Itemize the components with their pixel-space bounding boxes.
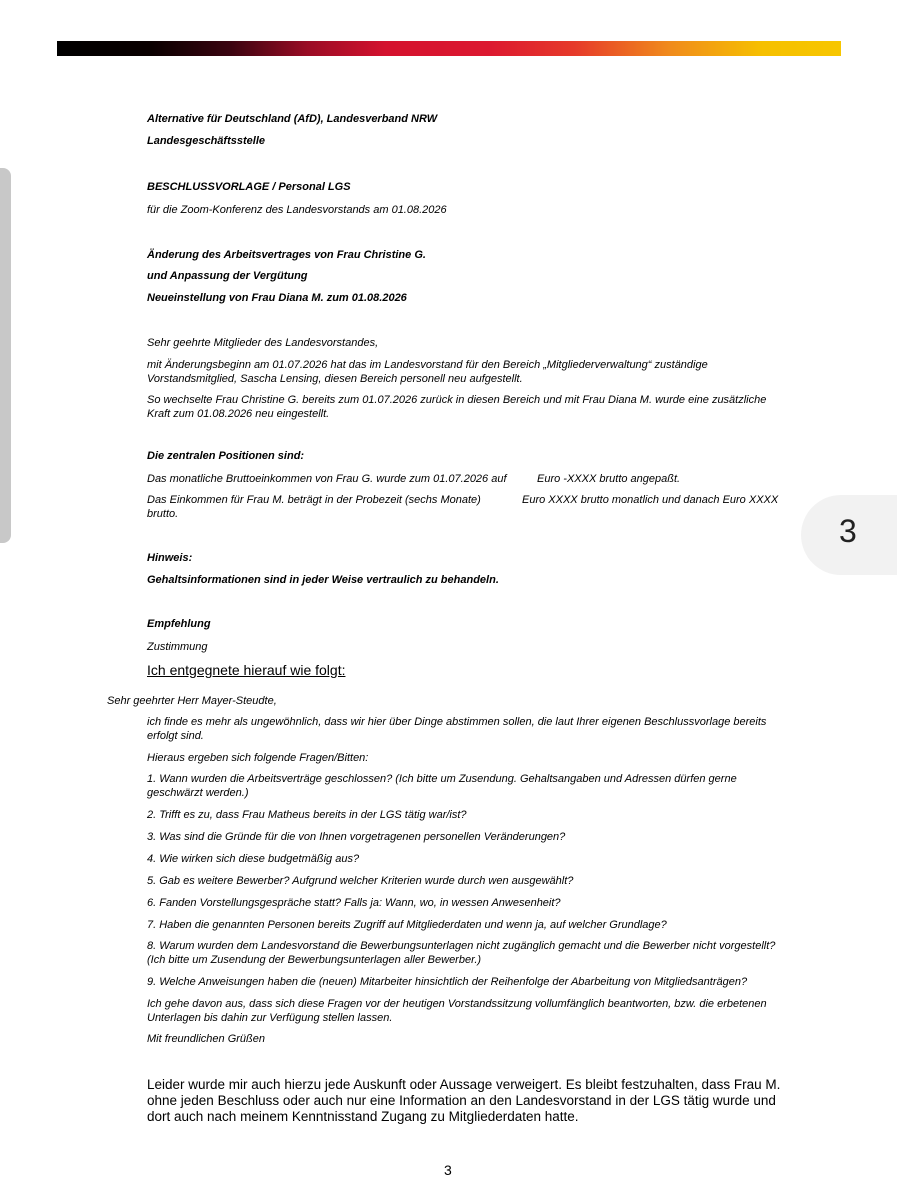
letter-closing: Ich gehe davon aus, dass sich diese Fragen vor der heutigen Vorstandssitzung vollumfänglich beantworten, bzw. die erbetenen Unterlagen bis dahin zur Verfügung stellen lassen. — [147, 998, 767, 1024]
subject-line-1: Änderung des Arbeitsvertrages von Frau Christine G. — [147, 249, 426, 261]
subject-line-3: Neueinstellung von Frau Diana M. zum 01.08.2026 — [147, 292, 407, 304]
question-1: 1. Wann wurden die Arbeitsverträge geschlossen? (Ich bitte um Zusendung. Gehaltsangaben und Adressen dürfen gerne geschwärzt werden.) — [147, 773, 737, 799]
question-6: 6. Fanden Vorstellungsgespräche statt? Falls ja: Wann, wo, in wessen Anwesenheit? — [147, 897, 561, 909]
page-badge-number: 3 — [839, 513, 857, 549]
side-tab — [0, 168, 11, 543]
letter-signoff: Mit freundlichen Grüßen — [147, 1033, 265, 1045]
position-2-text: Das Einkommen für Frau M. beträgt in der Probezeit (sechs Monate) — [147, 494, 481, 506]
header-color-bar — [57, 41, 841, 56]
page-badge — [801, 495, 897, 575]
final-statement: Leider wurde mir auch hierzu jede Auskunft oder Aussage verweigert. Es bleibt festzuhalten, dass Frau M. ohne jeden Beschluss oder auch nur eine Information an den Landesvorstand in der LGS tätig wurde und dort auch nach meinem Kenntnisstand Zugang zu Mitgliederdaten hatte. — [147, 1077, 781, 1124]
proposal-meeting: für die Zoom-Konferenz des Landesvorstands am 01.08.2026 — [147, 204, 447, 216]
question-8: 8. Warum wurden dem Landesvorstand die Bewerbungsunterlagen nicht zugänglich gemacht und die Bewerber nicht vorgestellt? (Ich bitte um Zusendung der Bewerbungsunterlagen aller Bewerber.) — [147, 940, 776, 966]
position-2-continuation: brutto. — [147, 508, 179, 520]
office-line: Landesgeschäftsstelle — [147, 135, 265, 147]
question-5: 5. Gab es weitere Bewerber? Aufgrund welcher Kriterien wurde durch wen ausgewählt? — [147, 875, 574, 887]
proposal-paragraph-2: So wechselte Frau Christine G. bereits zum 01.07.2026 zurück in diesen Bereich und mit Frau Diana M. wurde eine zusätzliche Kraft zum 01.08.2026 neu eingestellt. — [147, 394, 767, 420]
reply-heading: Ich entgegnete hierauf wie folgt: — [147, 662, 346, 678]
letter-salutation: Sehr geehrter Herr Mayer-Steudte, — [107, 695, 277, 707]
note-heading: Hinweis: — [147, 552, 193, 564]
position-1-amount: Euro -XXXX brutto angepaßt. — [537, 473, 681, 485]
position-2-amount: Euro XXXX brutto monatlich und danach Euro XXXX — [522, 494, 779, 506]
question-7: 7. Haben die genannten Personen bereits Zugriff auf Mitgliederdaten und wenn ja, auf welcher Grundlage? — [147, 919, 667, 931]
recommendation-text: Zustimmung — [147, 641, 208, 653]
proposal-paragraph-1: mit Änderungsbeginn am 01.07.2026 hat das im Landesvorstand für den Bereich „Mitgliederverwaltung“ zuständige Vorstandsmitglied, Sascha Lensing, diesen Bereich personell neu aufgestellt. — [147, 359, 708, 385]
recommendation-heading: Empfehlung — [147, 618, 211, 630]
org-line: Alternative für Deutschland (AfD), Landesverband NRW — [147, 113, 438, 125]
page-number: 3 — [444, 1162, 452, 1178]
questions-intro: Hieraus ergeben sich folgende Fragen/Bitten: — [147, 752, 369, 764]
question-2: 2. Trifft es zu, dass Frau Matheus bereits in der LGS tätig war/ist? — [147, 809, 467, 821]
proposal-title: BESCHLUSSVORLAGE / Personal LGS — [147, 181, 351, 193]
question-4: 4. Wie wirken sich diese budgetmäßig aus? — [147, 853, 360, 865]
question-3: 3. Was sind die Gründe für die von Ihnen vorgetragenen personellen Veränderungen? — [147, 831, 566, 843]
position-1-text: Das monatliche Bruttoeinkommen von Frau G. wurde zum 01.07.2026 auf — [147, 473, 507, 485]
note-text: Gehaltsinformationen sind in jeder Weise vertraulich zu behandeln. — [147, 574, 499, 586]
letter-intro: ich finde es mehr als ungewöhnlich, dass wir hier über Dinge abstimmen sollen, die laut Ihrer eigenen Beschlussvorlage bereits erfolgt sind. — [147, 716, 767, 742]
subject-line-2: und Anpassung der Vergütung — [147, 270, 308, 282]
question-9: 9. Welche Anweisungen haben die (neuen) Mitarbeiter hinsichtlich der Reihenfolge der Abarbeitung von Mitgliedsanträgen? — [147, 976, 748, 988]
positions-heading: Die zentralen Positionen sind: — [147, 450, 305, 462]
proposal-salutation: Sehr geehrte Mitglieder des Landesvorstandes, — [147, 337, 379, 349]
